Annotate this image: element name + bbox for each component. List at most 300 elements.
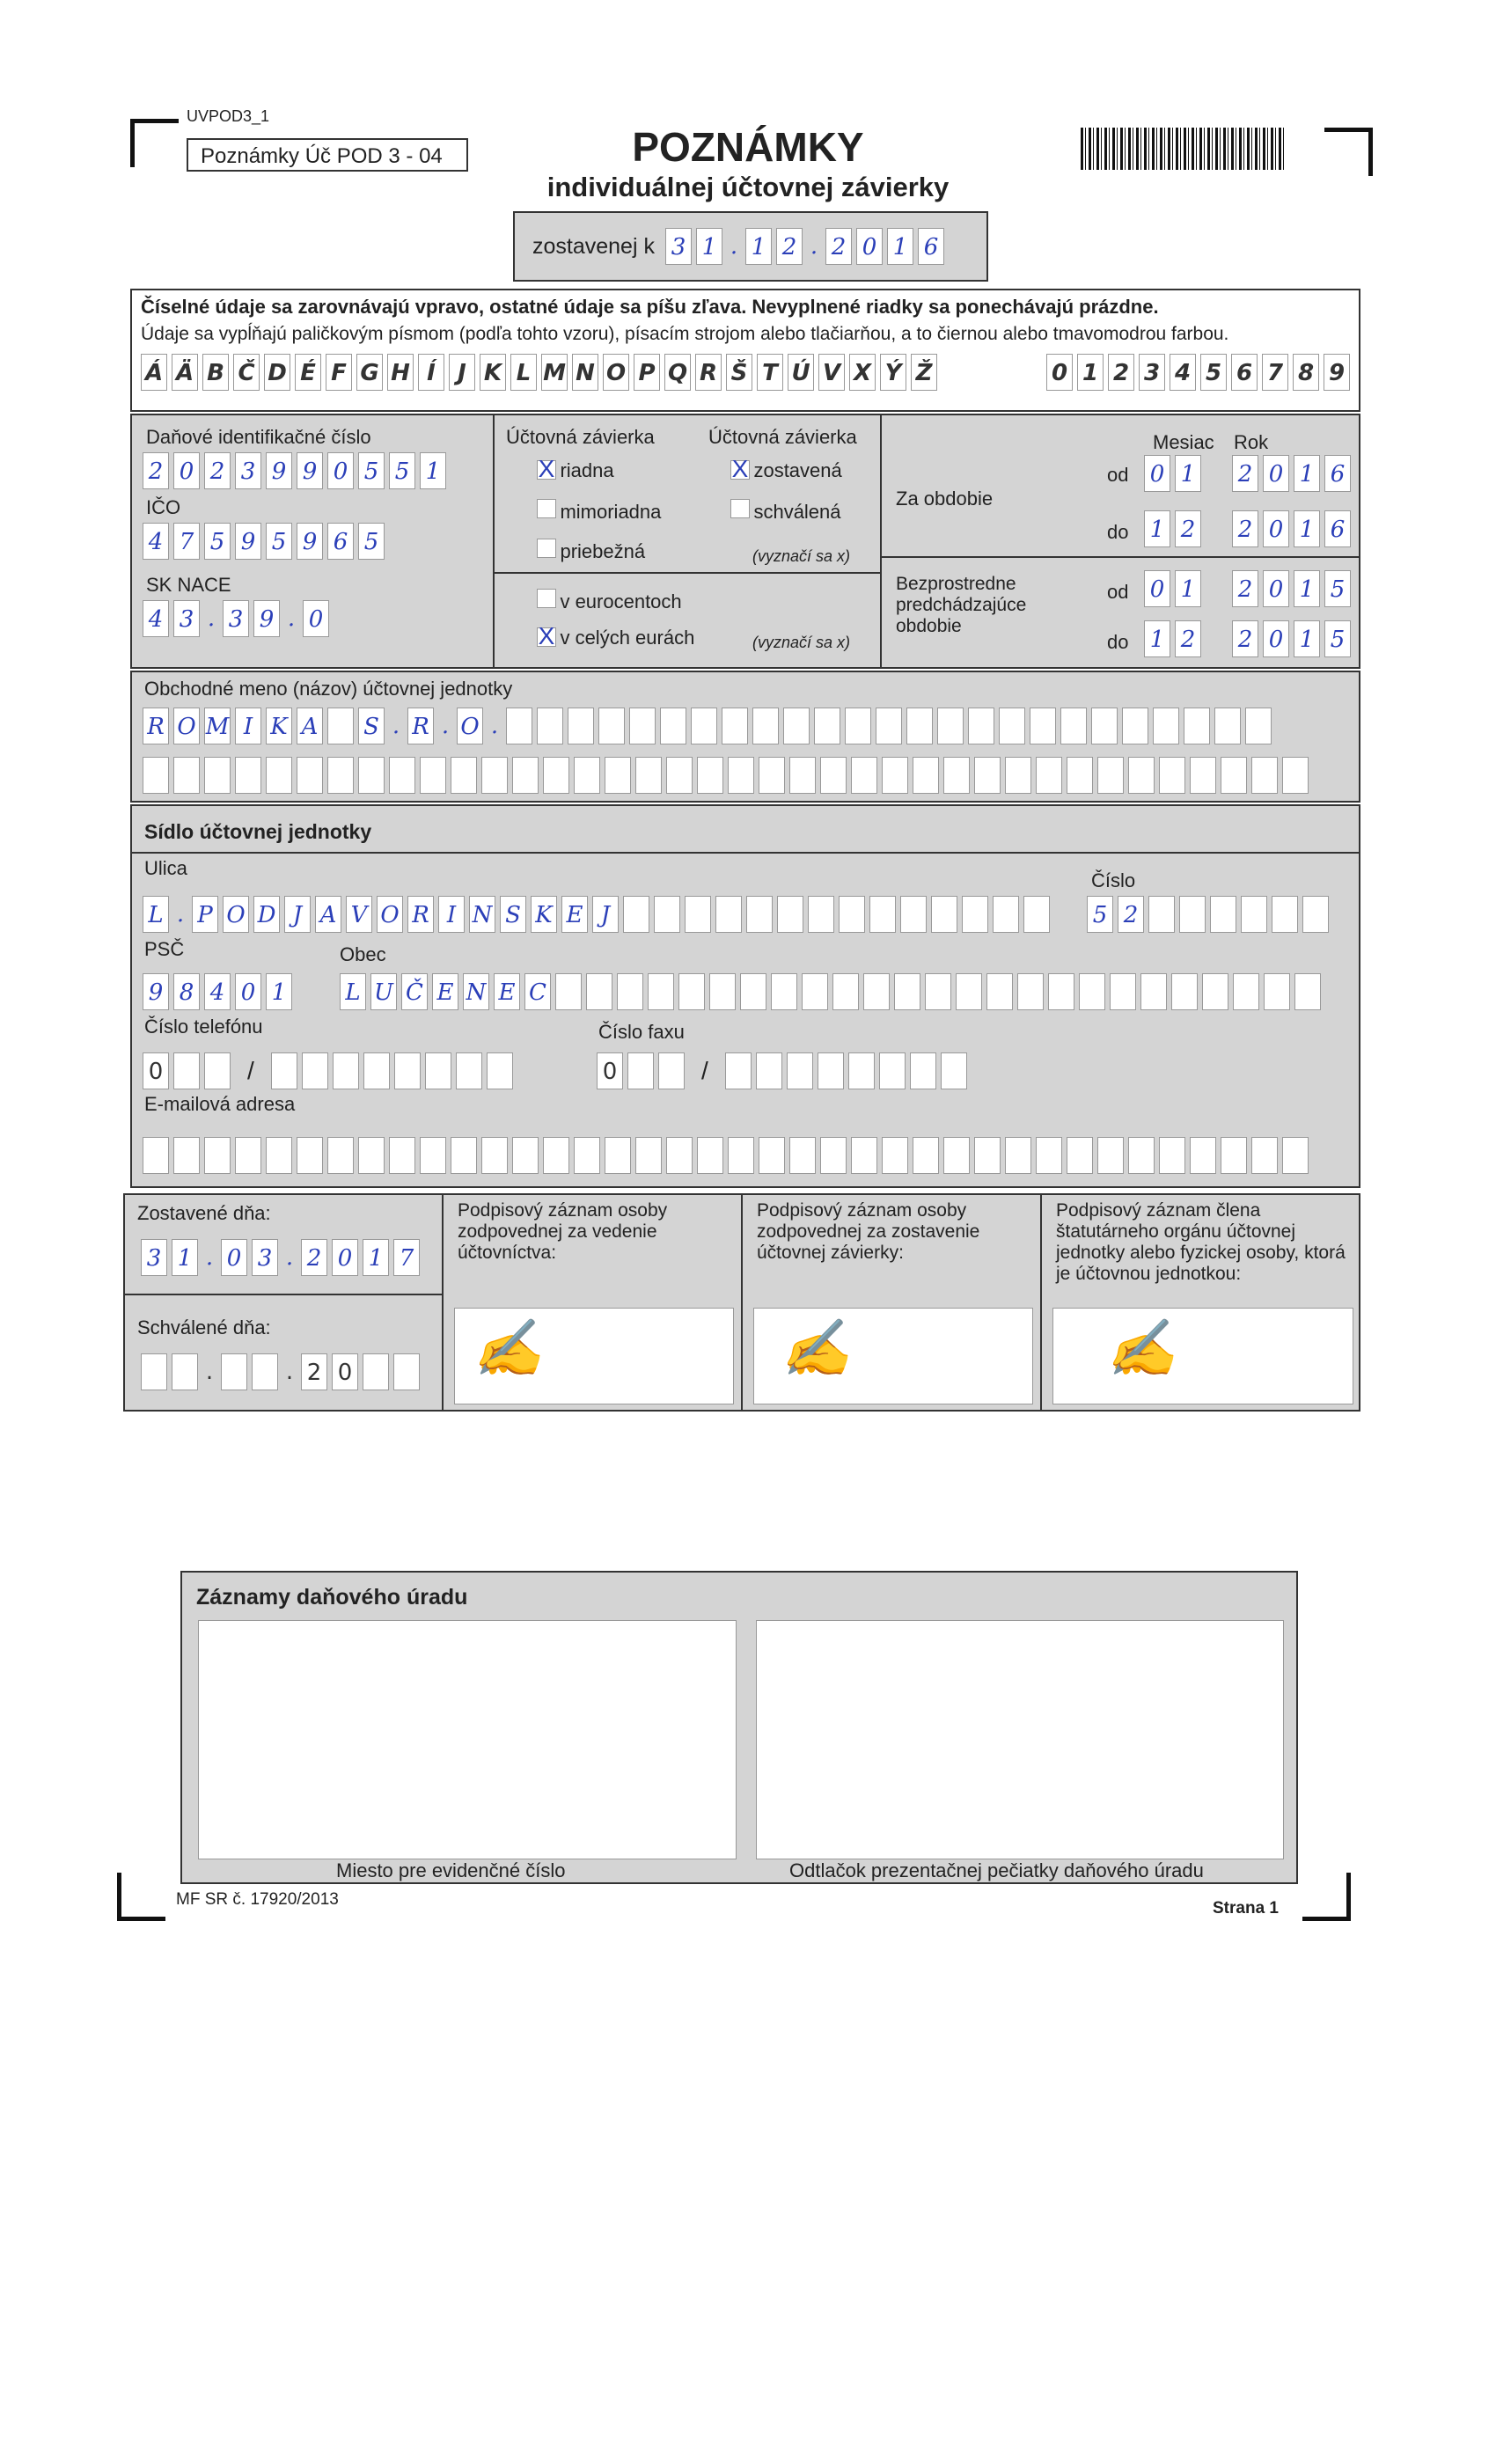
char-box xyxy=(1023,896,1050,933)
char-box: 2 xyxy=(1175,620,1201,657)
sig2-label: Podpisový záznam osoby zodpovednej za zostavenie účtovnej závierky: xyxy=(757,1200,980,1263)
char-box xyxy=(512,1137,539,1174)
char-box xyxy=(297,757,323,794)
char-box xyxy=(666,757,693,794)
char-box: Č xyxy=(233,354,260,391)
char-box: E xyxy=(432,973,458,1010)
prev-to-label: do xyxy=(1107,631,1129,653)
dic-field[interactable] xyxy=(143,452,446,489)
char-box xyxy=(1221,757,1247,794)
previous-from-year[interactable] xyxy=(1232,570,1351,607)
char-box: M xyxy=(541,354,568,391)
char-box xyxy=(1184,708,1210,744)
char-box xyxy=(574,757,600,794)
char-box: 7 xyxy=(1262,354,1288,391)
opt-compiled[interactable]: X zostavená xyxy=(731,455,842,482)
char-box xyxy=(1097,1137,1124,1174)
char-box xyxy=(173,1137,200,1174)
sig3-box[interactable] xyxy=(1052,1308,1353,1404)
char-box xyxy=(1210,896,1236,933)
char-box xyxy=(956,973,982,1010)
char-box: . xyxy=(810,233,818,260)
char-box xyxy=(937,708,964,744)
char-box: 2 xyxy=(1108,354,1134,391)
char-box xyxy=(327,1137,354,1174)
corner-mark-bottom-right xyxy=(1302,1873,1351,1921)
from-label: od xyxy=(1107,464,1129,486)
char-box xyxy=(943,757,970,794)
char-box: J xyxy=(449,354,475,391)
char-box: K xyxy=(480,354,506,391)
char-box: A xyxy=(297,708,323,744)
char-box xyxy=(789,757,816,794)
char-box: 1 xyxy=(172,1239,198,1276)
char-box xyxy=(605,1137,631,1174)
current-to-month[interactable] xyxy=(1144,510,1201,547)
char-box xyxy=(235,1137,261,1174)
char-box: V xyxy=(818,354,845,391)
registration-number-caption: Miesto pre evidenčné číslo xyxy=(336,1859,566,1881)
char-box xyxy=(1036,757,1062,794)
char-box xyxy=(629,708,656,744)
letter-sample xyxy=(141,354,937,391)
compiled-date-boxes[interactable] xyxy=(665,228,944,265)
char-box: G xyxy=(356,354,383,391)
char-box: 0 xyxy=(1263,570,1289,607)
checkbox-extra[interactable] xyxy=(537,499,556,518)
char-box xyxy=(1190,1137,1216,1174)
char-box: N xyxy=(469,896,495,933)
checkbox-compiled[interactable]: X xyxy=(731,455,749,482)
char-box xyxy=(568,708,594,744)
char-box xyxy=(537,708,563,744)
signature-3: ✍ xyxy=(1106,1316,1177,1382)
number-label: Číslo xyxy=(1091,869,1136,891)
char-box: Š xyxy=(726,354,752,391)
char-box: 2 xyxy=(143,452,169,489)
char-box xyxy=(1251,1137,1278,1174)
char-box xyxy=(678,973,705,1010)
signature-1: ✍ xyxy=(473,1316,543,1382)
stamp-caption: Odtlačok prezentačnej pečiatky daňového úradu xyxy=(789,1859,1204,1881)
char-box: O xyxy=(223,896,249,933)
checkbox-interim[interactable] xyxy=(537,539,556,558)
mark-hint-2: (vyznačí sa x) xyxy=(752,634,851,651)
previous-period-label: Bezprostredne predchádzajúce obdobie xyxy=(896,574,1027,636)
current-from-year[interactable] xyxy=(1232,455,1351,492)
char-box xyxy=(943,1137,970,1174)
char-box: 0 xyxy=(1263,510,1289,547)
char-box: 1 xyxy=(1175,570,1201,607)
tax-office-panel xyxy=(180,1571,1298,1884)
char-box xyxy=(931,896,957,933)
char-box xyxy=(1110,973,1136,1010)
char-box: I xyxy=(235,708,261,744)
char-box: E xyxy=(494,973,520,1010)
char-box xyxy=(1128,1137,1155,1174)
char-box xyxy=(666,1137,693,1174)
char-box xyxy=(968,708,994,744)
checkbox-approved[interactable] xyxy=(730,499,750,518)
phone-field[interactable]: 0 / xyxy=(143,1052,513,1089)
current-to-year[interactable] xyxy=(1232,510,1351,547)
char-box xyxy=(420,1137,446,1174)
fax-field[interactable]: 0 / xyxy=(597,1052,967,1089)
sig2-box[interactable] xyxy=(753,1308,1033,1404)
street-field[interactable] xyxy=(143,896,1050,933)
char-box: I xyxy=(438,896,465,933)
approved-on-label: Schválené dňa: xyxy=(137,1316,271,1338)
char-box xyxy=(543,1137,569,1174)
char-box: T xyxy=(757,354,783,391)
mark-hint-1: (vyznačí sa x) xyxy=(752,547,851,565)
stamp-box[interactable] xyxy=(756,1620,1284,1859)
char-box: 1 xyxy=(696,228,722,265)
compiled-label: zostavenej k xyxy=(532,233,655,259)
char-box xyxy=(451,757,477,794)
nace-field[interactable] xyxy=(143,600,329,637)
char-box: 2 xyxy=(776,228,803,265)
opt-interim[interactable]: priebežná xyxy=(537,539,645,563)
current-from-month[interactable] xyxy=(1144,455,1201,492)
char-box xyxy=(1036,1137,1062,1174)
char-box: 5 xyxy=(1324,570,1351,607)
char-box: 9 xyxy=(235,523,261,560)
char-box xyxy=(266,1137,292,1174)
char-box xyxy=(481,757,508,794)
char-box xyxy=(906,708,933,744)
char-box: 1 xyxy=(420,452,446,489)
checkbox-regular[interactable]: X xyxy=(538,455,555,482)
char-box: S xyxy=(500,896,526,933)
char-box xyxy=(555,973,582,1010)
char-box xyxy=(925,973,951,1010)
ico-label: IČO xyxy=(146,496,181,518)
email-label: E-mailová adresa xyxy=(144,1093,296,1115)
char-box xyxy=(832,973,859,1010)
char-box: 6 xyxy=(1231,354,1258,391)
approved-on-field[interactable]: . . 2 0 xyxy=(141,1353,420,1390)
char-box xyxy=(789,1137,816,1174)
char-box xyxy=(820,757,847,794)
char-box: P xyxy=(192,896,218,933)
char-box: 2 xyxy=(1175,510,1201,547)
char-box: O xyxy=(377,896,403,933)
company-name-field-line-2[interactable] xyxy=(143,757,1309,794)
char-box xyxy=(1272,896,1298,933)
sig1-box[interactable] xyxy=(454,1308,734,1404)
char-box: 0 xyxy=(1144,570,1170,607)
char-box xyxy=(648,973,674,1010)
char-box xyxy=(1179,896,1206,933)
char-box xyxy=(543,757,569,794)
char-box xyxy=(783,708,810,744)
current-period-label: Za obdobie xyxy=(896,488,994,510)
char-box: O xyxy=(173,708,200,744)
char-box: 1 xyxy=(1077,354,1104,391)
char-box: 1 xyxy=(363,1239,389,1276)
ico-field[interactable] xyxy=(143,523,385,560)
char-box: Á xyxy=(141,354,167,391)
char-box xyxy=(574,1137,600,1174)
char-box xyxy=(740,973,766,1010)
char-box: 1 xyxy=(1144,510,1170,547)
char-box xyxy=(635,757,662,794)
checkbox-eurocent[interactable] xyxy=(537,589,556,608)
city-label: Obec xyxy=(340,943,386,965)
char-box xyxy=(1245,708,1272,744)
char-box: 9 xyxy=(266,452,292,489)
char-box: . xyxy=(205,1244,214,1271)
char-box: L xyxy=(510,354,537,391)
char-box xyxy=(771,973,797,1010)
char-box xyxy=(1148,896,1175,933)
char-box xyxy=(1251,757,1278,794)
char-box: U xyxy=(370,973,397,1010)
char-box: R xyxy=(407,708,434,744)
form-name: Poznámky Úč POD 3 - 04 xyxy=(187,138,468,172)
char-box xyxy=(1294,973,1321,1010)
char-box: 4 xyxy=(204,973,231,1010)
previous-to-month[interactable] xyxy=(1144,620,1201,657)
registration-number-box[interactable] xyxy=(198,1620,737,1859)
char-box: 5 xyxy=(358,523,385,560)
char-box xyxy=(974,757,1001,794)
char-box xyxy=(623,896,649,933)
char-box xyxy=(820,1137,847,1174)
char-box xyxy=(654,896,680,933)
checkbox-euro[interactable]: X xyxy=(538,622,555,649)
to-label: do xyxy=(1107,521,1129,543)
char-box: V xyxy=(346,896,372,933)
signature-2: ✍ xyxy=(781,1316,851,1382)
char-box xyxy=(358,757,385,794)
char-box xyxy=(204,1137,231,1174)
char-box: O xyxy=(457,708,483,744)
tax-office-title: Záznamy daňového úradu xyxy=(196,1585,468,1610)
char-box: 0 xyxy=(1144,455,1170,492)
previous-from-month[interactable] xyxy=(1144,570,1201,607)
char-box xyxy=(728,757,754,794)
char-box: . xyxy=(490,713,499,739)
char-box: K xyxy=(266,708,292,744)
dic-label: Daňové identifikačné číslo xyxy=(146,426,371,448)
char-box xyxy=(876,708,902,744)
char-box xyxy=(839,896,865,933)
char-box xyxy=(709,973,736,1010)
compiled-on-label: Zostavené dňa: xyxy=(137,1202,271,1224)
opt-euro[interactable]: X v celých eurách xyxy=(538,622,695,649)
company-name-panel xyxy=(130,671,1360,803)
char-box xyxy=(297,1137,323,1174)
char-box xyxy=(143,1137,169,1174)
char-box: Ä xyxy=(172,354,198,391)
compiled-on-field[interactable] xyxy=(141,1239,420,1276)
char-box xyxy=(851,1137,877,1174)
char-box xyxy=(777,896,803,933)
char-box: 0 xyxy=(327,452,354,489)
char-box xyxy=(697,757,723,794)
char-box: 1 xyxy=(1294,620,1320,657)
char-box: 1 xyxy=(745,228,772,265)
compiled-date-panel xyxy=(513,211,988,282)
char-box xyxy=(204,757,231,794)
char-box: O xyxy=(603,354,629,391)
char-box: A xyxy=(315,896,341,933)
char-box xyxy=(598,708,625,744)
corner-mark-bottom-left xyxy=(117,1873,165,1921)
char-box: 1 xyxy=(1144,620,1170,657)
page-number: Strana 1 xyxy=(1213,1899,1279,1918)
page-title: POZNÁMKY xyxy=(632,124,864,170)
char-box xyxy=(389,757,415,794)
psc-field[interactable] xyxy=(143,973,292,1010)
char-box xyxy=(358,1137,385,1174)
char-box: 3 xyxy=(1139,354,1165,391)
corner-mark-top-left xyxy=(130,119,179,167)
char-box xyxy=(1060,708,1087,744)
char-box xyxy=(1097,757,1124,794)
char-box: Ý xyxy=(880,354,906,391)
char-box xyxy=(617,973,643,1010)
char-box: M xyxy=(204,708,231,744)
char-box: X xyxy=(849,354,876,391)
char-box xyxy=(845,708,871,744)
char-box xyxy=(327,708,354,744)
char-box xyxy=(728,1137,754,1174)
char-box: 3 xyxy=(235,452,261,489)
char-box xyxy=(1159,757,1185,794)
char-box xyxy=(266,757,292,794)
char-box: 3 xyxy=(665,228,692,265)
char-box xyxy=(1233,973,1259,1010)
char-box xyxy=(752,708,779,744)
char-box xyxy=(420,757,446,794)
char-box: 1 xyxy=(887,228,913,265)
address-section-label: Sídlo účtovnej jednotky xyxy=(144,820,372,843)
char-box: R xyxy=(695,354,722,391)
char-box: K xyxy=(531,896,557,933)
char-box xyxy=(143,757,169,794)
char-box: 1 xyxy=(266,973,292,1010)
phone-label: Číslo telefónu xyxy=(144,1016,263,1038)
char-box xyxy=(1171,973,1198,1010)
char-box: Č xyxy=(401,973,428,1010)
char-box xyxy=(759,1137,785,1174)
char-box: 6 xyxy=(1324,510,1351,547)
char-box: 4 xyxy=(143,600,169,637)
char-box: 0 xyxy=(856,228,883,265)
company-name-field[interactable] xyxy=(143,708,1272,744)
char-box xyxy=(1302,896,1329,933)
char-box: 1 xyxy=(1175,455,1201,492)
opt-approved[interactable]: schválená xyxy=(730,499,841,524)
char-box xyxy=(1091,708,1118,744)
char-box xyxy=(327,757,354,794)
char-box: 6 xyxy=(327,523,354,560)
barcode xyxy=(1081,128,1285,170)
instructions-block xyxy=(130,289,1360,412)
char-box: . xyxy=(392,713,400,739)
char-box: Ú xyxy=(788,354,814,391)
char-box: 9 xyxy=(253,600,280,637)
char-box xyxy=(1282,757,1309,794)
char-box: L xyxy=(143,896,169,933)
char-box: . xyxy=(176,901,185,928)
char-box: . xyxy=(285,1244,294,1271)
char-box: . xyxy=(730,233,738,260)
char-box: 2 xyxy=(204,452,231,489)
sig1-label: Podpisový záznam osoby zodpovednej za vedenie účtovníctva: xyxy=(458,1200,668,1263)
identification-panel xyxy=(130,414,1360,669)
char-box: H xyxy=(387,354,414,391)
char-box xyxy=(451,1137,477,1174)
street-number-field[interactable] xyxy=(1087,896,1329,933)
char-box: D xyxy=(264,354,290,391)
closing-col2-label: Účtovná závierka xyxy=(708,426,857,448)
opt-eurocent[interactable]: v eurocentoch xyxy=(537,589,682,613)
char-box xyxy=(900,896,927,933)
year-label: Rok xyxy=(1234,431,1269,453)
char-box: 9 xyxy=(1324,354,1350,391)
opt-extra[interactable]: mimoriadna xyxy=(537,499,661,524)
char-box: 5 xyxy=(1087,896,1113,933)
char-box xyxy=(691,708,717,744)
char-box: 4 xyxy=(1170,354,1196,391)
char-box: 1 xyxy=(1294,510,1320,547)
char-box xyxy=(1241,896,1267,933)
char-box xyxy=(808,896,834,933)
sig3-label: Podpisový záznam člena štatutárneho orgánu účtovnej jednotky alebo fyzickej osoby, ktorá je účtovnou jednotkou: xyxy=(1056,1200,1346,1284)
char-box: E xyxy=(561,896,588,933)
char-box xyxy=(1048,973,1074,1010)
char-box xyxy=(1153,708,1179,744)
char-box xyxy=(1079,973,1105,1010)
char-box xyxy=(894,973,920,1010)
char-box xyxy=(697,1137,723,1174)
opt-regular[interactable]: X riadna xyxy=(538,455,614,482)
char-box: 1 xyxy=(1294,455,1320,492)
char-box: Ž xyxy=(911,354,937,391)
char-box xyxy=(1017,973,1044,1010)
email-field[interactable] xyxy=(143,1137,1309,1174)
previous-to-year[interactable] xyxy=(1232,620,1351,657)
month-label: Mesiac xyxy=(1153,431,1214,453)
char-box xyxy=(1190,757,1216,794)
char-box xyxy=(235,757,261,794)
char-box xyxy=(1264,973,1290,1010)
char-box xyxy=(1140,973,1167,1010)
char-box: 3 xyxy=(252,1239,278,1276)
char-box: 0 xyxy=(1263,620,1289,657)
char-box xyxy=(1221,1137,1247,1174)
fax-label: Číslo faxu xyxy=(598,1021,685,1043)
char-box xyxy=(814,708,840,744)
char-box: 2 xyxy=(1232,510,1258,547)
char-box: 4 xyxy=(143,523,169,560)
char-box: 5 xyxy=(1200,354,1227,391)
char-box: 2 xyxy=(1232,620,1258,657)
char-box xyxy=(851,757,877,794)
char-box xyxy=(802,973,828,1010)
char-box: 0 xyxy=(235,973,261,1010)
city-field[interactable] xyxy=(340,973,1321,1010)
char-box: P xyxy=(634,354,660,391)
char-box: S xyxy=(358,708,385,744)
char-box: 5 xyxy=(204,523,231,560)
char-box xyxy=(1005,1137,1031,1174)
char-box: 0 xyxy=(221,1239,247,1276)
